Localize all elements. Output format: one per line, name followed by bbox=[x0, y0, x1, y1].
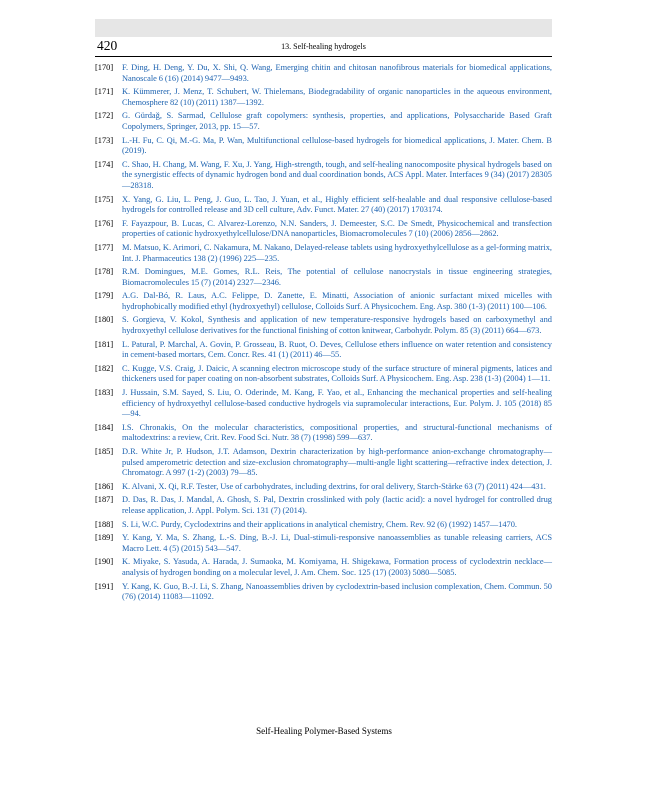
reference-link[interactable]: L.-H. Fu, C. Qi, M.-G. Ma, P. Wan, Multifunctional cellulose-based hydrogels for biomedical applications, J. Mater. Chem. B (2019). bbox=[122, 135, 552, 156]
reference-number: [186] bbox=[95, 481, 114, 491]
reference-item bbox=[95, 195, 552, 216]
page-number: 420 bbox=[97, 38, 118, 53]
reference-item bbox=[95, 582, 552, 603]
reference-link[interactable]: S. Li, W.C. Purdy, Cyclodextrins and their applications in analytical chemistry, Chem. Rev. 92 (6) (1992) 1457—1470. bbox=[122, 519, 518, 529]
reference-number: [180] bbox=[95, 315, 114, 325]
reference-link[interactable]: K. Miyake, S. Yasuda, A. Harada, J. Sumaoka, M. Komiyama, H. Shigekawa, Formation process of cyclodextrin necklace—analysis of hydrogen bonding on a molecular level, J. Am. Chem. Soc. 125 (17) (2003) 5080—5085. bbox=[122, 557, 552, 577]
reference-item bbox=[95, 291, 552, 312]
reference-number: [188] bbox=[95, 519, 114, 529]
reference-link[interactable]: G. Gürdağ, S. Sarmad, Cellulose graft copolymers: synthesis, properties, and applications, Polysaccharide Based Graft Copolymers, Springer, 2013, pp. 15—57. bbox=[122, 111, 552, 131]
reference-number: [174] bbox=[95, 159, 114, 169]
reference-number: [172] bbox=[95, 111, 114, 121]
header-bar bbox=[95, 19, 552, 37]
reference-number: [191] bbox=[95, 581, 114, 591]
reference-link[interactable]: X. Yang, G. Liu, L. Peng, J. Guo, L. Tao, J. Yuan, et al., Highly efficient self-healable and dual responsive cellulose-based hydrogels for controlled release and 3D cell culture, Adv. Funct. Mater. 27 (40) (2017) 1703174. bbox=[122, 194, 552, 215]
reference-number: [177] bbox=[95, 242, 114, 252]
footer-book-title: Self-Healing Polymer-Based Systems bbox=[256, 726, 392, 736]
running-title: 13. Self-healing hydrogels bbox=[281, 42, 366, 51]
reference-link[interactable]: F. Fayazpour, B. Lucas, C. Alvarez-Lorenzo, N.N. Sanders, J. Demeester, S.C. De Smedt, Physicochemical and transfection properties of cationic hydroxyethylcellulose/DNA nanoparticles, Biomacromolecules 7 (10) (2006) 2856—2862. bbox=[122, 218, 552, 239]
reference-item bbox=[95, 315, 552, 336]
reference-item bbox=[95, 388, 552, 420]
reference-item bbox=[95, 136, 552, 157]
reference-link[interactable]: S. Gorgieva, V. Kokol, Synthesis and application of new temperature-responsive hydrogels based on carboxymethyl and hydroxyethyl cellulose derivatives for the functional finishing of cotton knitwear, Carbohydr. Polym. 85 (3) (2011) 664—673. bbox=[122, 315, 552, 336]
reference-item bbox=[95, 520, 552, 531]
reference-number: [179] bbox=[95, 291, 114, 301]
reference-number: [189] bbox=[95, 533, 114, 543]
reference-list bbox=[95, 63, 552, 606]
reference-number: [183] bbox=[95, 388, 114, 398]
reference-link[interactable]: L. Patural, P. Marchal, A. Govin, P. Grosseau, B. Ruot, O. Deves, Cellulose ethers influence on water retention and consistency in cement-based mortars, Cem. Concr. Res. 41 (1) (2011) 46—55. bbox=[122, 339, 552, 360]
reference-item bbox=[95, 160, 552, 192]
reference-link[interactable]: C. Kugge, V.S. Craig, J. Daicic, A scanning electron microscope study of the surface structure of mineral pigments, latices and thickeners used for paper coating on non-absorbent substrates, Colloids Surf. A Physicochem. Eng. Asp. 238 (1-3) (2004) 1—11. bbox=[122, 363, 552, 384]
reference-number: [181] bbox=[95, 339, 114, 349]
reference-item bbox=[95, 364, 552, 385]
reference-link[interactable]: F. Ding, H. Deng, Y. Du, X. Shi, Q. Wang, Emerging chitin and chitosan nanofibrous materials for biomedical applications, Nanoscale 6 (16) (2014) 9477—9493. bbox=[122, 63, 552, 83]
reference-item bbox=[95, 533, 552, 554]
reference-link[interactable]: I.S. Chronakis, On the molecular characteristics, compositional properties, and structural-functional mechanisms of maltodextrins: a review, Crit. Rev. Food Sci. Nutr. 38 (7) (1998) 599—637. bbox=[122, 422, 552, 443]
reference-number: [175] bbox=[95, 194, 114, 204]
reference-item bbox=[95, 111, 552, 132]
reference-number: [182] bbox=[95, 363, 114, 373]
reference-item bbox=[95, 87, 552, 108]
header-rule bbox=[95, 56, 552, 57]
reference-link[interactable]: D. Das, R. Das, J. Mandal, A. Ghosh, S. Pal, Dextrin crosslinked with poly (lactic acid): a novel hydrogel for controlled drug release application, J. Appl. Polym. Sci. 131 (7) (2014). bbox=[122, 495, 552, 515]
reference-link[interactable]: R.M. Domingues, M.E. Gomes, R.L. Reis, The potential of cellulose nanocrystals in tissue engineering strategies, Biomacromolecules 15 (7) (2014) 2327—2346. bbox=[122, 267, 552, 287]
reference-link[interactable]: D.R. White Jr, P. Hudson, J.T. Adamson, Dextrin characterization by high-performance anion-exchange chromatography—pulsed amperometric detection and size-exclusion chromatography—multi-angle light scattering—refractive index detection, J. Chromatogr. A 997 (1-2) (2003) 79—85. bbox=[122, 447, 552, 478]
reference-link[interactable]: Y. Kang, Y. Ma, S. Zhang, L.-S. Ding, B.-J. Li, Dual-stimuli-responsive nanoassemblies as tunable releasing carriers, ACS Macro Lett. 4 (5) (2015) 543—547. bbox=[122, 533, 552, 553]
reference-number: [171] bbox=[95, 87, 114, 97]
reference-number: [176] bbox=[95, 218, 114, 228]
reference-item bbox=[95, 267, 552, 288]
reference-item bbox=[95, 423, 552, 444]
reference-item bbox=[95, 557, 552, 578]
reference-link[interactable]: A.G. Dal-Bó, R. Laus, A.C. Felippe, D. Zanette, E. Minatti, Association of anionic surfactant mixed micelles with hydrophobically modified ethyl (hydroxyethyl) cellulose, Colloids Surf. A Physicochem. Eng. Asp. 380 (1-3) (2011) 100—106. bbox=[122, 291, 552, 311]
reference-number: [173] bbox=[95, 135, 114, 145]
reference-item bbox=[95, 340, 552, 361]
reference-number: [187] bbox=[95, 495, 114, 505]
reference-item bbox=[95, 219, 552, 240]
reference-link[interactable]: C. Shao, H. Chang, M. Wang, F. Xu, J. Yang, High-strength, tough, and self-healing nanocomposite physical hydrogels based on the synergistic effects of dynamic hydrogen bond and dual coordination bonds, ACS Appl. Mater. Interfaces 9 (34) (2017) 28305—28318. bbox=[122, 159, 552, 190]
reference-link[interactable]: Y. Kang, K. Guo, B.-J. Li, S. Zhang, Nanoassemblies driven by cyclodextrin-based inclusion complexation, Chem. Commun. 50 (76) (2014) 11083—11092. bbox=[122, 581, 552, 602]
reference-item bbox=[95, 447, 552, 479]
reference-link[interactable]: M. Matsuo, K. Arimori, C. Nakamura, M. Nakano, Delayed-release tablets using hydroxyethylcellulose as a gel-forming matrix, Int. J. Pharmaceutics 138 (2) (1996) 225—235. bbox=[122, 242, 552, 263]
reference-item bbox=[95, 63, 552, 84]
reference-item bbox=[95, 243, 552, 264]
reference-link[interactable]: K. Kümmerer, J. Menz, T. Schubert, W. Thielemans, Biodegradability of organic nanoparticles in the aqueous environment, Chemosphere 82 (10) (2011) 1387—1392. bbox=[122, 87, 552, 107]
reference-number: [184] bbox=[95, 422, 114, 432]
reference-number: [185] bbox=[95, 447, 114, 456]
reference-number: [178] bbox=[95, 267, 114, 277]
reference-number: [170] bbox=[95, 63, 114, 72]
reference-link[interactable]: K. Alvani, X. Qi, R.F. Tester, Use of carbohydrates, including dextrins, for oral delivery, Starch-Stärke 63 (7) (2011) 424—431. bbox=[122, 481, 546, 491]
reference-item bbox=[95, 482, 552, 493]
reference-link[interactable]: J. Hussain, S.M. Sayed, S. Liu, O. Oderinde, M. Kang, F. Yao, et al., Enhancing the mechanical properties and self-healing efficiency of hydroxyethyl cellulose-based conductive hydrogels via supramolecular interactions, Eur. Polym. J. 105 (2018) 85—94. bbox=[122, 388, 552, 419]
reference-number: [190] bbox=[95, 557, 114, 567]
reference-item bbox=[95, 495, 552, 516]
